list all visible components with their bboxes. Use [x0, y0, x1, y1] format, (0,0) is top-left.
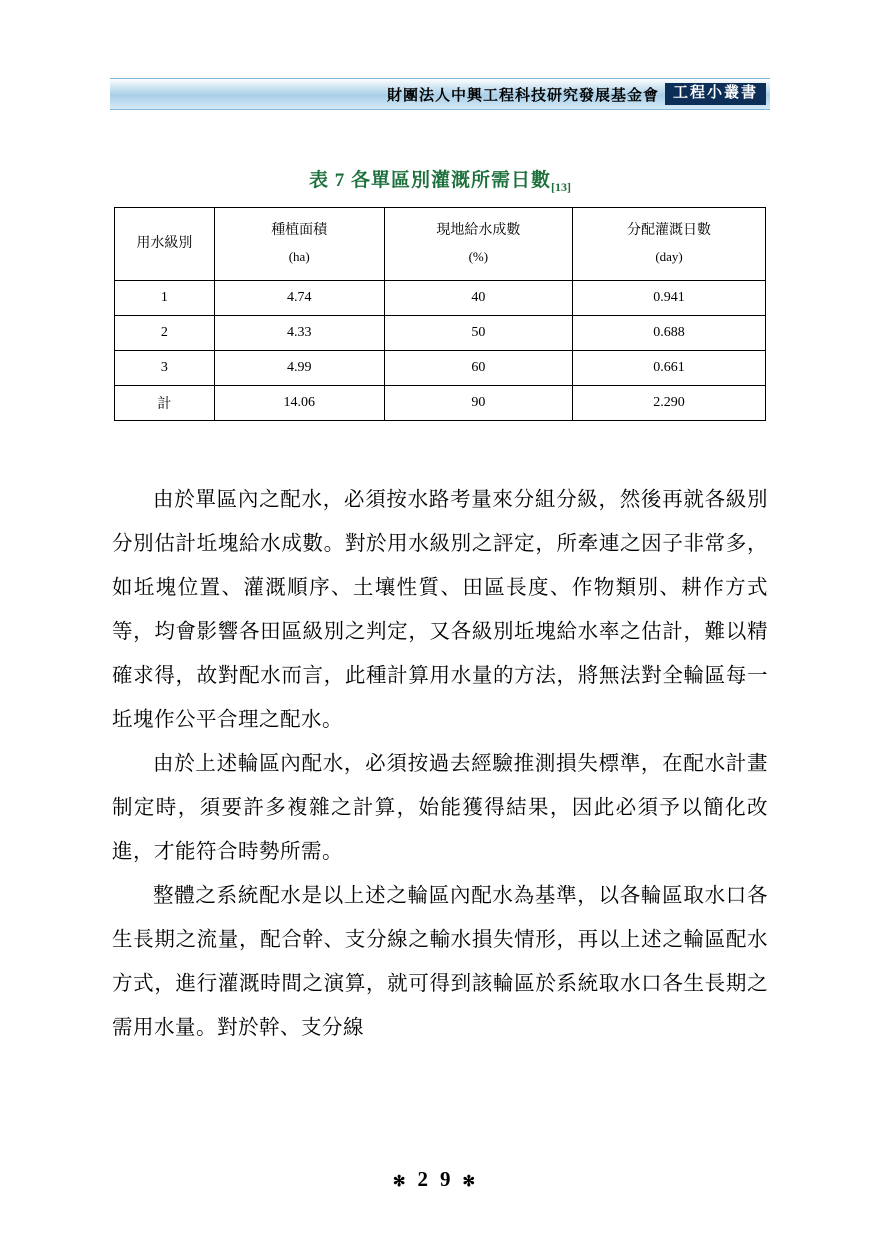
table-header-row [115, 208, 766, 281]
table-cell-days: 0.688 [573, 316, 766, 351]
table-caption-text: 表 7 各單區別灌溉所需日數 [308, 170, 551, 191]
paragraph-1: 由於單區內之配水，必須按水路考量來分組分級，然後再就各級別分別估計坵塊給水成數。對於用水級別之評定，所牽連之因子非常多，如坵塊位置、灌溉順序、土壤性質、田區長度、作物類別、耕作方式等，均會影響各田區級別之判定，又各級別坵塊給水率之估計，難以精確求得，故對配水而言，此種計算用水量的方法，將無法對全輪區每一坵塊作公平合理之配水。 [112, 489, 768, 731]
table-caption [0, 165, 880, 195]
table-cell-area: 4.99 [214, 351, 384, 386]
body-text-block [112, 478, 768, 1050]
header-series-title: 工程小叢書 [665, 83, 766, 105]
paragraph-2: 由於上述輪區內配水，必須按過去經驗推測損失標準，在配水計畫制定時，須要許多複雜之計算，始能獲得結果，因此必須予以簡化改進，才能符合時勢所需。 [112, 753, 768, 863]
table-cell-area: 4.33 [214, 316, 384, 351]
table-cell-ratio: 90 [384, 386, 573, 421]
footer-star-left-icon: ✻ [392, 1174, 418, 1191]
table-cell-ratio: 40 [384, 281, 573, 316]
table-header-unit-days: (day) [655, 248, 683, 264]
table-header-cell-level [115, 208, 215, 281]
table-cell-ratio: 60 [384, 351, 573, 386]
table-cell-area: 4.74 [214, 281, 384, 316]
table-cell-days: 0.661 [573, 351, 766, 386]
table-header-label-level: 用水級別 [136, 235, 193, 251]
irrigation-days-table [114, 207, 766, 421]
table-header-cell-days [573, 208, 766, 281]
page-footer [0, 1167, 880, 1192]
table-header-label-area: 種植面積 [271, 223, 328, 239]
table-header-cell-area [214, 208, 384, 281]
table-header-unit-area: (ha) [288, 248, 310, 264]
header-organization-name: 財團法人中興工程科技研究發展基金會 [386, 87, 659, 104]
table-cell-ratio: 50 [384, 316, 573, 351]
footer-star-right-icon: ✻ [462, 1174, 488, 1191]
table-cell-level: 1 [115, 281, 215, 316]
table-cell-days: 2.290 [573, 386, 766, 421]
table-cell-area: 14.06 [214, 386, 384, 421]
table-cell-level: 2 [115, 316, 215, 351]
table-total-row [115, 386, 766, 421]
table-header-cell-ratio [384, 208, 573, 281]
table-row [115, 316, 766, 351]
table-caption-reference: [13] [551, 179, 571, 194]
table-cell-level: 計 [115, 386, 215, 421]
table-cell-days: 0.941 [573, 281, 766, 316]
table-header-label-days: 分配灌溉日數 [627, 223, 712, 239]
table-row [115, 281, 766, 316]
page-number: 29 [417, 1167, 463, 1191]
table-header-label-ratio: 現地給水成數 [436, 223, 521, 239]
paragraph-3: 整體之系統配水是以上述之輪區內配水為基準，以各輪區取水口各生長期之流量，配合幹、支分線之輸水損失情形，再以上述之輪區配水方式，進行灌溉時間之演算，就可得到該輪區於系統取水口各生長期之需用水量。對於幹、支分線 [112, 885, 768, 1039]
table-header-unit-ratio: (%) [468, 248, 489, 264]
table-cell-level: 3 [115, 351, 215, 386]
page-header-banner [110, 78, 770, 110]
table-row [115, 351, 766, 386]
